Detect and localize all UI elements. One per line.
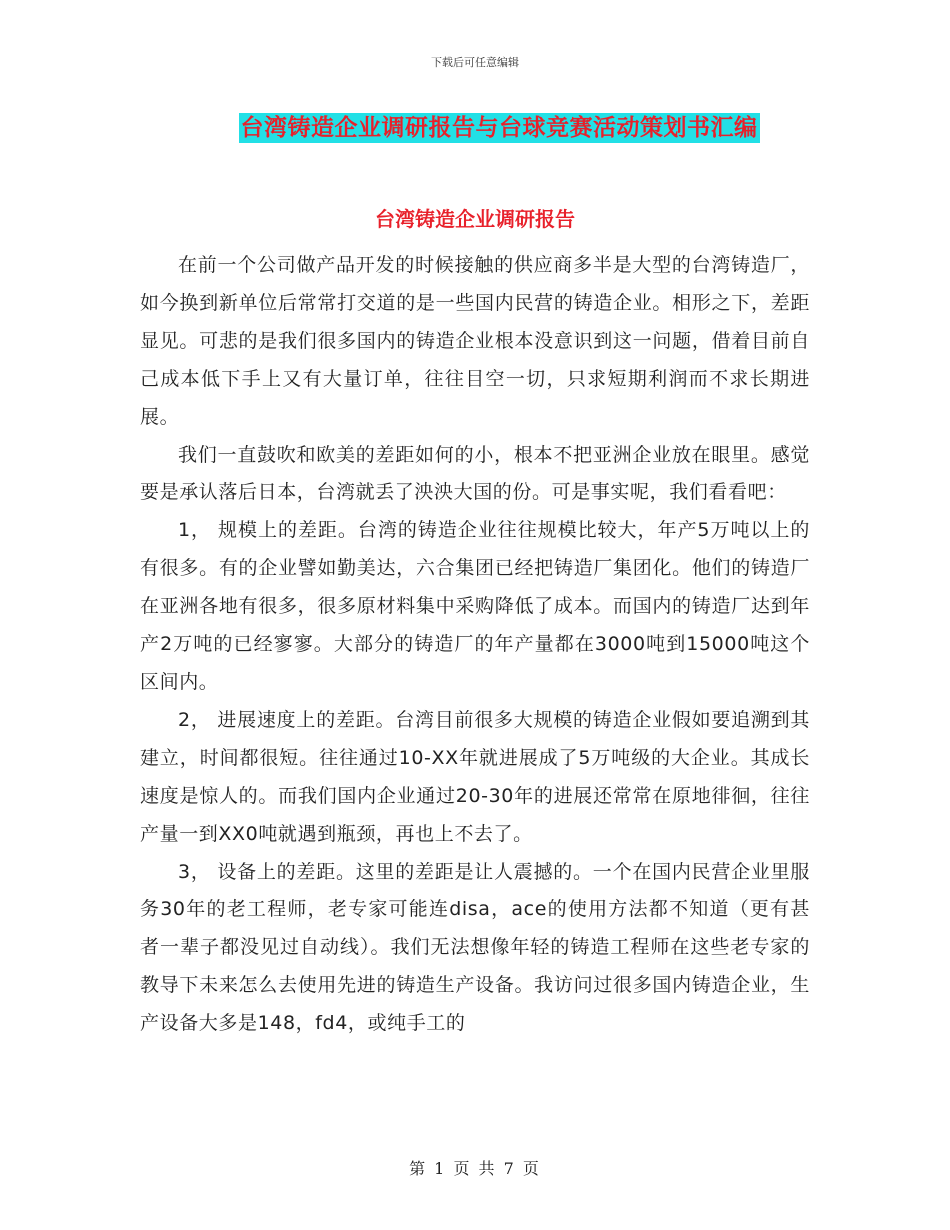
- paragraph-growth-gap: 2， 进展速度上的差距。台湾目前很多大规模的铸造企业假如要追溯到其建立，时间都很短。往往通过10-XX年就进展成了5万吨级的大企业。其成长速度是惊人的。而我们国内企业通过20-30年的进展还常常在原地徘徊，往往产量一到XX0吨就遇到瓶颈，再也上不去了。: [140, 708, 810, 845]
- paragraph-comparison: 我们一直鼓吹和欧美的差距如何的小，根本不把亚洲企业放在眼里。感觉要是承认落后日本，台湾就丢了泱泱大国的份。可是事实呢，我们看看吧：: [140, 443, 810, 504]
- main-title: 台湾铸造企业调研报告与台球竞赛活动策划书汇编: [240, 115, 758, 141]
- main-title-wrap: [0, 113, 950, 143]
- body-text: [140, 247, 810, 1043]
- paragraph-intro: 在前一个公司做产品开发的时候接触的供应商多半是大型的台湾铸造厂，如今换到新单位后常常打交道的是一些国内民营的铸造企业。相形之下，差距显见。可悲的是我们很多国内的铸造企业根本没意识到这一问题，借着目前自己成本低下手上又有大量订单，往往目空一切，只求短期利润而不求长期进展。: [140, 254, 810, 428]
- paragraph-scale-gap: 1， 规模上的差距。台湾的铸造企业往往规模比较大，年产5万吨以上的有很多。有的企业譬如勤美达，六合集团已经把铸造厂集团化。他们的铸造厂在亚洲各地有很多，很多原材料集中采购降低了成本。而国内的铸造厂达到年产2万吨的已经寥寥。大部分的铸造厂的年产量都在3000吨到15000吨这个区间内。: [140, 519, 810, 693]
- page-footer: 第 1 页 共 7 页: [409, 1159, 541, 1178]
- section-title: 台湾铸造企业调研报告: [375, 207, 575, 231]
- header-note: 下载后可任意编辑: [431, 56, 519, 69]
- paragraph-equipment-gap: 3， 设备上的差距。这里的差距是让人震撼的。一个在国内民营企业里服务30年的老工程师，老专家可能连disa，ace的使用方法都不知道（更有甚者一辈子都没见过自动线）。我们无法想像年轻的铸造工程师在这些老专家的教导下未来怎么去使用先进的铸造生产设备。我访问过很多国内铸造企业，生产设备大多是148，fd4，或纯手工的: [140, 860, 810, 1035]
